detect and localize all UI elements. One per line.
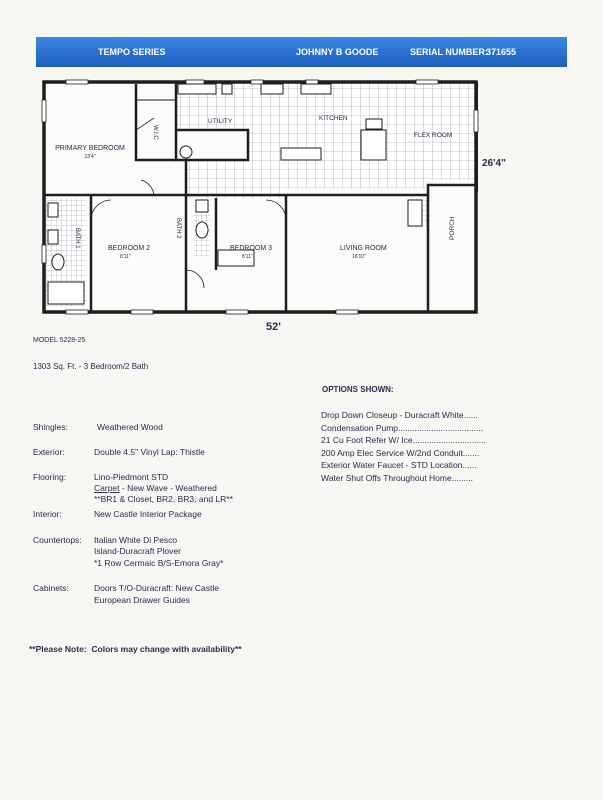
- countertops-line3: *1 Row Cermaic B/S-Emora Gray*: [94, 558, 224, 568]
- label-living-room: LIVING ROOM: [340, 245, 387, 252]
- exterior-label: Exterior:: [33, 447, 65, 457]
- flooring-line1: Lino-Piedmont STD: [94, 472, 169, 482]
- dims-bedroom2: 8'11": [120, 254, 131, 260]
- carpet-label: Carpet: [94, 483, 120, 493]
- header-banner: [36, 37, 567, 67]
- options-list: [321, 409, 486, 484]
- cabinets-line2: European Drawer Guides: [94, 595, 190, 605]
- dims-bedroom3: 8'11": [242, 254, 253, 260]
- label-porch: PORCH: [449, 216, 456, 240]
- countertops-line2: Island-Duracraft Plover: [94, 546, 181, 556]
- label-utility: UTILITY: [208, 118, 233, 125]
- label-bath1: BATH 1: [74, 228, 80, 249]
- flooring-line3: **BR1 & Closet, BR2, BR3, and LR**: [94, 494, 233, 504]
- interior-label: Interior:: [33, 509, 62, 519]
- note-text: Colors may change with availability**: [91, 644, 242, 654]
- carpet-value: - New Wave - Weathered: [119, 483, 217, 493]
- label-flex-room: FLEX ROOM: [414, 132, 453, 139]
- option-item: 21 Cu Foot Refer W/ Ice...............................: [321, 435, 486, 445]
- depth-dimension: 26'4": [482, 158, 506, 169]
- serial-label: SERIAL NUMBER:: [410, 47, 488, 57]
- model-number: MODEL 5228-25: [33, 337, 86, 344]
- option-item: Condensation Pump....................................: [321, 422, 484, 433]
- option-item: Water Shut Offs Throughout Home.........: [321, 472, 473, 483]
- shingles-value: Weathered Wood: [97, 422, 163, 432]
- width-dimension: 52': [266, 321, 281, 333]
- countertops-line1: Italian White Di Pesco: [94, 535, 178, 545]
- serial-number: 371655: [486, 47, 517, 57]
- interior-value: New Castle Interior Package: [94, 509, 202, 519]
- dims-primary-bedroom: 13'4": [84, 154, 96, 160]
- note: [29, 644, 242, 654]
- label-bedroom2: BEDROOM 2: [108, 245, 151, 252]
- floor-plan: [36, 70, 567, 320]
- option-item: Drop Down Closeup - Duracraft White......: [321, 410, 478, 420]
- label-kitchen: KITCHEN: [319, 115, 348, 122]
- flooring-line2: [94, 483, 217, 493]
- series-title: TEMPO SERIES: [98, 47, 166, 57]
- label-bath2: BATH 2: [175, 218, 181, 239]
- option-item: 200 Amp Elec Service W/2nd Conduit.......: [321, 447, 480, 458]
- options-title: OPTIONS SHOWN:: [322, 385, 394, 394]
- exterior-value: Double 4.5" Vinyl Lap: Thistle: [94, 447, 205, 457]
- shingles-label: Shingles:: [33, 422, 68, 432]
- label-bedroom3: BEDROOM 3: [230, 245, 273, 252]
- countertops-label: Countertops:: [33, 535, 82, 545]
- flooring-label: Flooring:: [33, 472, 67, 482]
- label-wic: W.I.C: [152, 125, 158, 140]
- label-primary-bedroom: PRIMARY BEDROOM: [55, 145, 125, 152]
- option-item: Exterior Water Faucet - STD Location......: [321, 460, 477, 470]
- cabinets-line1: Doors T/O-Duracraft: New Castle: [94, 583, 220, 593]
- customer-name: JOHNNY B GOODE: [296, 47, 379, 57]
- cabinets-label: Cabinets:: [33, 583, 69, 593]
- note-label: **Please Note:: [29, 644, 87, 654]
- sq-ft-summary: 1303 Sq. Ft. - 3 Bedroom/2 Bath: [33, 362, 149, 371]
- dims-living-room: 16'10": [352, 254, 366, 260]
